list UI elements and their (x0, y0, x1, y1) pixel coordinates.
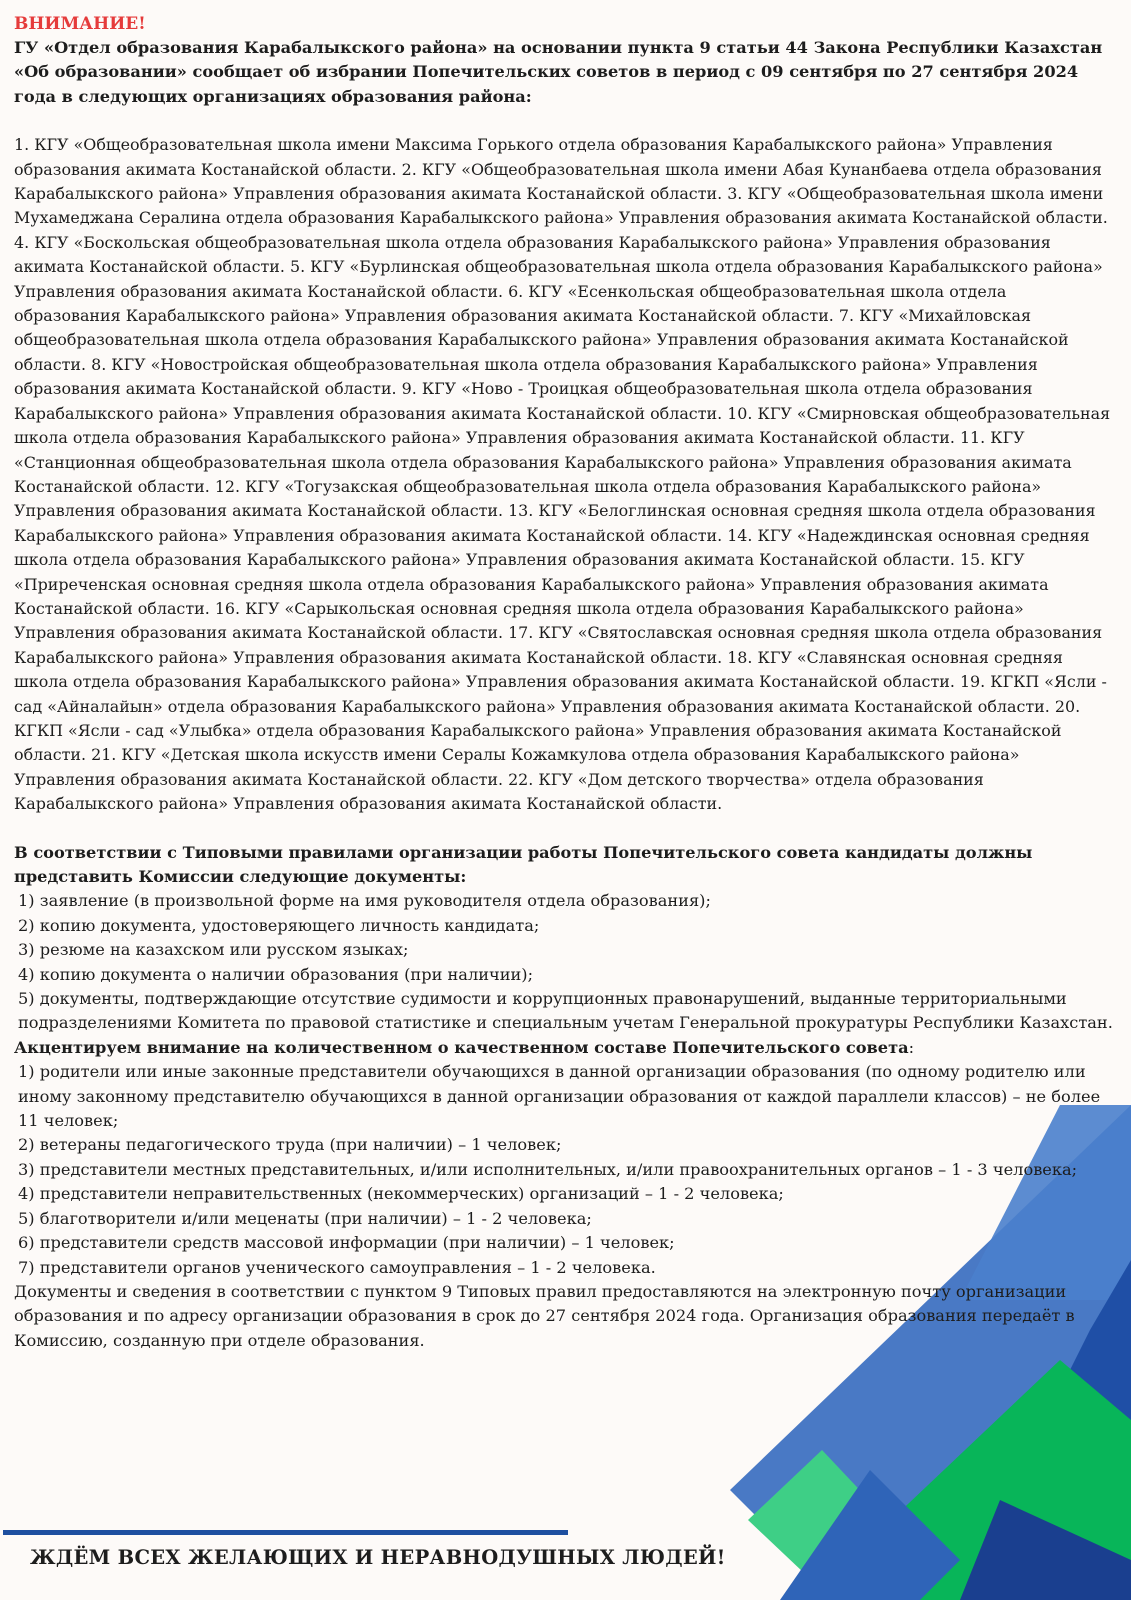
list-item: 1) родители или иные законные представители обучающихся в данной организации образования (по одному родителю или иному законному представителю обучающихся в данной организации образования от каждой параллели классов) – не более 11 человек; (18, 1062, 1101, 1131)
footer-slogan: ЖДЁМ ВСЕХ ЖЕЛАЮЩИХ И НЕРАВНОДУШНЫХ ЛЮДЕЙ! (30, 1546, 726, 1569)
list-item: 7) представители органов ученического самоуправления – 1 - 2 человека. (18, 1257, 656, 1277)
documents-list (14, 889, 1114, 1035)
list-item: 2) ветераны педагогического труда (при наличии) – 1 человек; (18, 1135, 562, 1155)
list-item: 1) заявление (в произвольной форме на имя руководителя отдела образования); (18, 891, 711, 911)
organizations-list: 1. КГУ «Общеобразовательная школа имени Максима Горького отдела образования Карабалыкского района» Управления образования акимата Костанайской области. 2. КГУ «Общеобразовательная школа имени Абая Кунанбаева отдела образования Карабалыкского района» Управления образования акимата Костанайской области. 3. КГУ «Общеобразовательная школа имени Мухамеджана Сералина отдела образования Карабалыкского района» Управления образования акимата Костанайской области. 4. КГУ «Боскольская общеобразовательная школа отдела образования Карабалыкского района» Управления образования акимата Костанайской области. 5. КГУ «Бурлинская общеобразовательная школа отдела образования Карабалыкского района» Управления образования акимата Костанайской области. 6. КГУ «Есенкольская общеобразовательная школа отдела образования Карабалыкского района» Управления образования акимата Костанайской области. 7. КГУ «Михайловская общеобразовательная школа отдела образования Карабалыкского района» Управления образования акимата Костанайской области. 8. КГУ «Новостройская общеобразовательная школа отдела образования Карабалыкского района» Управления образования акимата Костанайской области. 9. КГУ «Ново - Троицкая общеобразовательная школа отдела образования Карабалыкского района» Управления образования акимата Костанайской области. 10. КГУ «Смирновская общеобразовательная школа отдела образования Карабалыкского района» Управления образования акимата Костанайской области. 11. КГУ «Станционная общеобразовательная школа отдела образования Карабалыкского района» Управления образования акимата Костанайской области. 12. КГУ «Тогузакская общеобразовательная школа отдела образования Карабалыкского района» Управления образования акимата Костанайской области. 13. КГУ «Белоглинская основная средняя школа отдела образования Карабалыкского района» Управления образования акимата Костанайской области. 14. КГУ «Надеждинская основная средняя школа отдела образования Карабалыкского района» Управления образования акимата Костанайской области. 15. КГУ «Приреченская основная средняя школа отдела образования Карабалыкского района» Управления образования акимата Костанайской области. 16. КГУ «Сарыкольская основная средняя школа отдела образования Карабалыкского района» Управления образования акимата Костанайской области. 17. КГУ «Святославская основная средняя школа отдела образования Карабалыкского района» Управления образования акимата Костанайской области. 18. КГУ «Славянская основная средняя школа отдела образования Карабалыкского района» Управления образования акимата Костанайской области. 19. КГКП «Ясли - сад «Айналайын» отдела образования Карабалыкского района» Управления образования акимата Костанайской области. 20. КГКП «Ясли - сад «Улыбка» отдела образования Карабалыкского района» Управления образования акимата Костанайской области. 21. КГУ «Детская школа искусств имени Сералы Кожамкулова отдела образования Карабалыкского района» Управления образования акимата Костанайской области. 22. КГУ «Дом детского творчества» отдела образования Карабалыкского района» Управления образования акимата Костанайской области. (14, 135, 1111, 814)
list-item: 5) документы, подтверждающие отсутствие судимости и коррупционных правонарушений, выданные территориальными подразделениями Комитета по правовой статистике и специальным учетам Генеральной прокуратуры Республики Казахстан. (18, 989, 1113, 1033)
list-item: 4) копию документа о наличии образования (при наличии); (18, 964, 534, 984)
list-item: 6) представители средств массовой информации (при наличии) – 1 человек; (18, 1233, 675, 1253)
composition-list (14, 1060, 1114, 1280)
list-item: 4) представители неправительственных (некоммерческих) организаций – 1 - 2 человека; (18, 1184, 784, 1204)
list-item: 3) резюме на казахском или русском языках; (18, 940, 409, 960)
composition-heading-text: Акцентируем внимание на количественном о качественном составе Попечительского совета (14, 1037, 909, 1057)
composition-heading (14, 1036, 1114, 1060)
notice-body (14, 12, 1114, 1353)
divider-bar (3, 1530, 568, 1535)
intro-paragraph: ГУ «Отдел образования Карабалыкского района» на основании пункта 9 статьи 44 Закона Республики Казахстан «Об образовании» сообщает об избрании Попечительских советов в период с 09 сентября по 27 сентября 2024 года в следующих организациях образования района: (14, 38, 1103, 106)
composition-heading-colon: : (908, 1037, 915, 1057)
list-item: 2) копию документа, удостоверяющего личность кандидата; (18, 915, 540, 935)
closing-paragraph: Документы и сведения в соответствии с пунктом 9 Типовых правил предоставляются на электронную почту организации образования и по адресу организации образования в срок до 27 сентября 2024 года. Организация образования передаёт в Комиссию, созданную при отделе образования. (14, 1281, 1075, 1350)
warning-heading: ВНИМАНИЕ! (14, 14, 146, 34)
list-item: 3) представители местных представительных, и/или исполнительных, и/или правоохранительных органов – 1 - 3 человека; (18, 1159, 1078, 1179)
documents-heading: В соответствии с Типовыми правилами организации работы Попечительского совета кандидаты должны представить Комиссии следующие документы: (14, 842, 1033, 886)
list-item: 5) благотворители и/или меценаты (при наличии) – 1 - 2 человека; (18, 1208, 592, 1228)
